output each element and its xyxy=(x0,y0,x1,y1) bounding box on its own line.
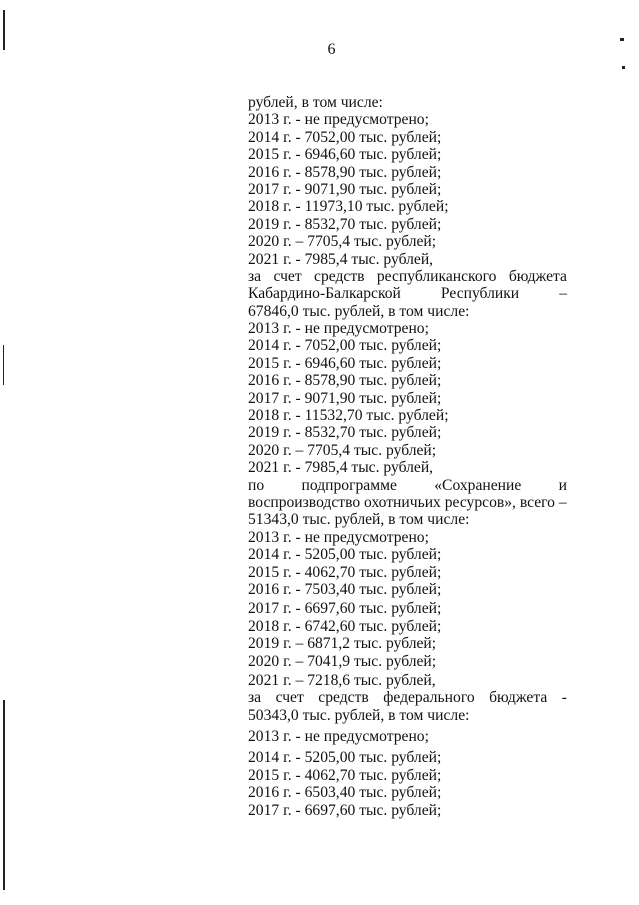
text-line: 67846,0 тыс. рублей, в том числе: xyxy=(248,302,470,320)
text-word: средств xyxy=(318,689,369,707)
document-body xyxy=(248,94,567,819)
text-line: 2020 г. – 7705,4 тыс. рублей; xyxy=(248,441,437,459)
text-line: 2015 г. - 4062,70 тыс. рублей; xyxy=(248,563,442,581)
text-line: 2015 г. - 6946,60 тыс. рублей; xyxy=(248,146,442,164)
text-line: 2013 г. - не предусмотрено; xyxy=(248,111,429,129)
page-number: 6 xyxy=(327,41,336,58)
text-line: 2016 г. - 7503,40 тыс. рублей; xyxy=(248,580,442,598)
text-line: 2015 г. - 4062,70 тыс. рублей; xyxy=(248,766,442,784)
text-line: 2017 г. - 9071,90 тыс. рублей; xyxy=(248,180,442,198)
text-line: 2021 г. - 7985,4 тыс. рублей, xyxy=(248,459,434,477)
scan-mark-left-top xyxy=(3,10,5,50)
text-word: счет xyxy=(275,689,304,707)
text-word: федерального xyxy=(383,689,475,707)
text-word: – xyxy=(559,285,567,303)
text-line: 2016 г. - 8578,90 тыс. рублей; xyxy=(248,372,442,390)
text-line: 2021 г. – 7218,6 тыс. рублей, xyxy=(248,671,436,689)
text-line: 2017 г. - 9071,90 тыс. рублей; xyxy=(248,389,442,407)
scan-mark-right-top-a xyxy=(620,38,624,41)
text-line: 2019 г. – 6871,2 тыс. рублей; xyxy=(248,635,437,653)
text-word: за xyxy=(248,689,262,707)
text-word: Кабардино-Балкарской xyxy=(248,285,401,303)
scan-mark-right-top-b xyxy=(622,66,625,69)
text-line: 2014 г. - 5205,00 тыс. рублей; xyxy=(248,749,442,767)
text-line: 2016 г. - 6503,40 тыс. рублей; xyxy=(248,784,442,802)
text-line xyxy=(248,285,567,302)
text-line: рублей, в том числе: xyxy=(248,94,383,111)
text-line: 2019 г. - 8532,70 тыс. рублей; xyxy=(248,424,442,442)
text-word: республиканского xyxy=(376,267,497,285)
text-word: счет xyxy=(273,267,302,285)
text-word: «Сохранение xyxy=(434,476,522,494)
text-word: подпрограмме xyxy=(301,476,397,494)
text-line: 2019 г. - 8532,70 тыс. рублей; xyxy=(248,215,442,233)
text-word: бюджета xyxy=(508,267,567,285)
scan-mark-left-bottom xyxy=(3,700,5,890)
text-word: за xyxy=(248,267,262,285)
text-word: и xyxy=(558,476,567,494)
text-word: воспроизводство охотничьих ресурсов», всего – xyxy=(248,493,567,511)
text-line: 2021 г. - 7985,4 тыс. рублей, xyxy=(248,250,434,268)
text-line: 2013 г. - не предусмотрено; xyxy=(248,320,429,338)
text-word: бюджета xyxy=(489,689,548,707)
text-line: 2013 г. - не предусмотрено; xyxy=(248,728,429,746)
text-line: 51343,0 тыс. рублей, в том числе: xyxy=(248,511,470,529)
text-line: 2014 г. - 7052,00 тыс. рублей; xyxy=(248,337,442,355)
text-line: 2020 г. – 7041,9 тыс. рублей; xyxy=(248,652,437,670)
text-word: по xyxy=(248,476,265,494)
text-line: 2018 г. - 11973,10 тыс. рублей; xyxy=(248,198,449,216)
text-line: 2014 г. - 5205,00 тыс. рублей; xyxy=(248,546,442,564)
text-line: 2020 г. – 7705,4 тыс. рублей; xyxy=(248,233,437,251)
scan-mark-left-mid xyxy=(3,345,4,385)
text-line: 50343,0 тыс. рублей, в том числе: xyxy=(248,706,470,724)
text-line: 2013 г. - не предусмотрено; xyxy=(248,528,429,546)
text-word: средств xyxy=(314,267,365,285)
text-line: 2018 г. - 11532,70 тыс. рублей; xyxy=(248,407,449,425)
text-line xyxy=(248,494,567,511)
text-line: 2014 г. - 7052,00 тыс. рублей; xyxy=(248,128,442,146)
text-word: Республики xyxy=(440,285,520,303)
text-line xyxy=(248,268,567,285)
text-line: 2018 г. - 6742,60 тыс. рублей; xyxy=(248,617,442,635)
text-line: 2017 г. - 6697,60 тыс. рублей; xyxy=(248,600,442,618)
text-line: 2017 г. - 6697,60 тыс. рублей; xyxy=(248,801,442,819)
text-line: 2016 г. - 8578,90 тыс. рублей; xyxy=(248,163,442,181)
text-line xyxy=(248,689,567,706)
text-line: 2015 г. - 6946,60 тыс. рублей; xyxy=(248,354,442,372)
text-word: - xyxy=(561,689,567,707)
text-line xyxy=(248,477,567,494)
